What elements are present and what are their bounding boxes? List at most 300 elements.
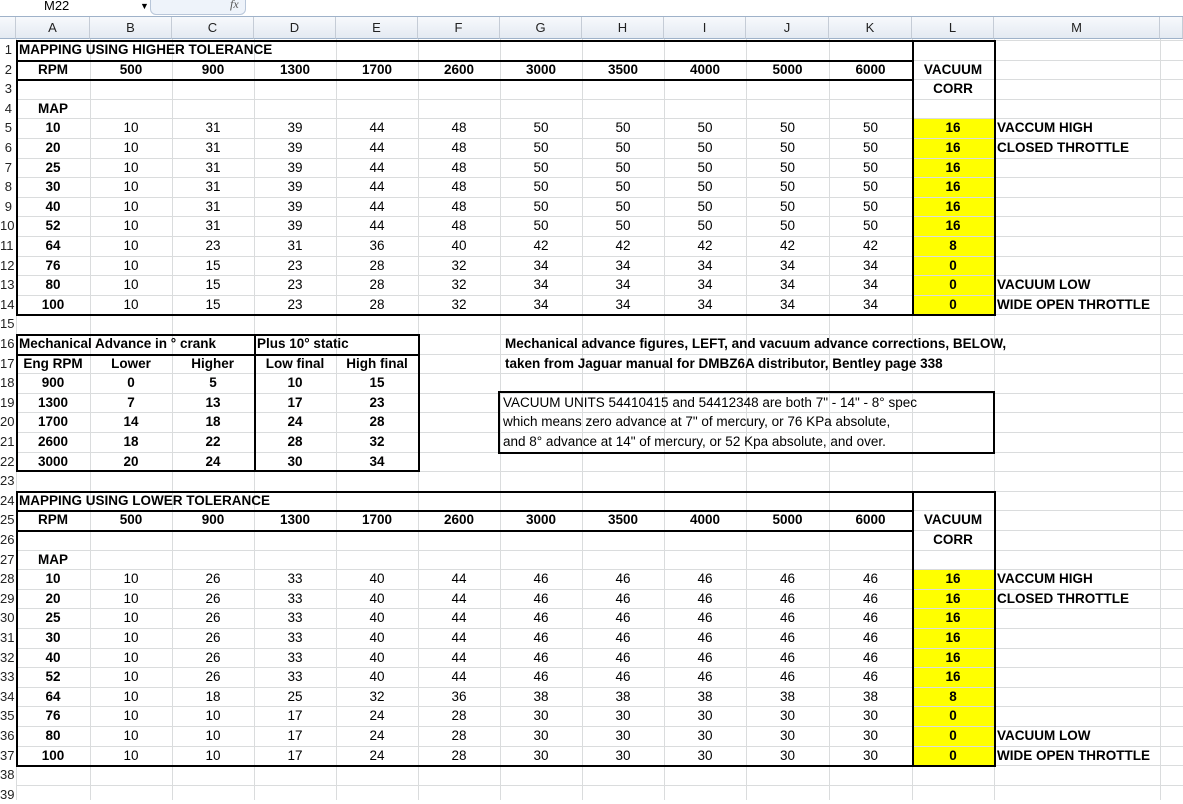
advance-value[interactable]: 40 <box>369 630 385 645</box>
advance-value[interactable]: 33 <box>287 610 303 626</box>
advance-value[interactable]: 32 <box>451 257 467 273</box>
advance-value[interactable]: 46 <box>697 590 713 606</box>
advance-value[interactable]: 38 <box>533 688 549 704</box>
corr-header[interactable]: CORR <box>933 532 973 547</box>
vacuum-corr-value[interactable]: 16 <box>945 669 961 685</box>
map-value[interactable]: 10 <box>45 120 61 136</box>
advance-value[interactable]: 34 <box>697 277 713 293</box>
advance-value[interactable]: 34 <box>533 277 549 293</box>
mech-value[interactable]: 17 <box>287 394 303 410</box>
advance-value[interactable]: 34 <box>697 296 713 312</box>
advance-value[interactable]: 46 <box>697 669 713 685</box>
advance-value[interactable]: 23 <box>287 296 303 312</box>
column-header-d[interactable]: D <box>254 17 336 39</box>
advance-value[interactable]: 24 <box>369 747 385 763</box>
advance-value[interactable]: 10 <box>205 747 221 763</box>
advance-value[interactable]: 10 <box>123 688 139 704</box>
advance-value[interactable]: 17 <box>287 747 303 763</box>
throttle-note[interactable]: WIDE OPEN THROTTLE <box>997 747 1150 763</box>
column-header-c[interactable]: C <box>172 17 254 39</box>
mech-value[interactable]: 10 <box>287 375 303 391</box>
throttle-note[interactable]: VACUUM LOW <box>997 277 1091 293</box>
rpm-header[interactable]: 900 <box>201 61 225 77</box>
advance-value[interactable]: 10 <box>123 610 139 626</box>
rpm-header[interactable]: 900 <box>201 512 225 528</box>
column-header-f[interactable]: F <box>418 17 500 39</box>
column-header-b[interactable]: B <box>90 17 172 39</box>
advance-value[interactable]: 44 <box>369 198 385 214</box>
advance-value[interactable]: 26 <box>205 590 221 606</box>
advance-value[interactable]: 30 <box>615 728 631 743</box>
row-header[interactable]: 21 <box>0 434 15 449</box>
advance-value[interactable]: 10 <box>123 708 139 724</box>
mech-value[interactable]: 7 <box>127 394 135 410</box>
advance-value[interactable]: 44 <box>451 571 467 587</box>
advance-value[interactable]: 26 <box>205 649 221 665</box>
rpm-label[interactable]: RPM <box>38 512 68 528</box>
advance-value[interactable]: 46 <box>615 669 631 685</box>
advance-value[interactable]: 48 <box>451 218 467 234</box>
row-header[interactable]: 24 <box>0 492 15 508</box>
advance-value[interactable]: 10 <box>123 649 139 665</box>
advance-value[interactable]: 50 <box>697 120 713 136</box>
row-header[interactable]: 12 <box>0 257 15 273</box>
advance-value[interactable]: 50 <box>533 179 549 195</box>
rpm-header[interactable]: 3500 <box>607 512 639 528</box>
advance-value[interactable]: 10 <box>123 159 139 175</box>
map-value[interactable]: 100 <box>41 296 65 312</box>
advance-value[interactable]: 28 <box>369 257 385 273</box>
row-header[interactable]: 26 <box>0 532 15 547</box>
advance-value[interactable]: 40 <box>369 610 385 626</box>
mech-value[interactable]: 2600 <box>37 434 69 449</box>
mech-value[interactable]: 23 <box>369 394 385 410</box>
column-header-l[interactable]: L <box>912 17 994 39</box>
row-header[interactable]: 29 <box>0 590 15 606</box>
advance-value[interactable]: 25 <box>287 688 303 704</box>
vacuum-corr-value[interactable]: 16 <box>945 630 961 645</box>
advance-value[interactable]: 46 <box>697 649 713 665</box>
mech-value[interactable]: 32 <box>369 434 385 449</box>
row-header[interactable]: 17 <box>0 355 15 371</box>
advance-value[interactable]: 28 <box>369 296 385 312</box>
vacuum-unit-note[interactable]: which means zero advance at 7" of mercury, or 76 KPa absolute, <box>503 414 891 430</box>
map-label[interactable]: MAP <box>38 100 68 116</box>
advance-value[interactable]: 33 <box>287 571 303 587</box>
advance-value[interactable]: 46 <box>697 610 713 626</box>
mech-value[interactable]: 900 <box>41 375 65 391</box>
advance-value[interactable]: 17 <box>287 708 303 724</box>
advance-value[interactable]: 31 <box>205 179 221 195</box>
table-title[interactable]: MAPPING USING LOWER TOLERANCE <box>19 492 271 508</box>
advance-value[interactable]: 15 <box>205 277 221 293</box>
advance-value[interactable]: 46 <box>615 571 631 587</box>
mech-header[interactable]: High final <box>346 355 408 371</box>
advance-value[interactable]: 50 <box>533 159 549 175</box>
rpm-header[interactable]: 1700 <box>361 512 393 528</box>
mech-value[interactable]: 0 <box>127 375 135 391</box>
row-header[interactable]: 2 <box>4 61 12 77</box>
rpm-header[interactable]: 3500 <box>607 61 639 77</box>
advance-value[interactable]: 46 <box>862 571 879 587</box>
rpm-header[interactable]: 1300 <box>279 61 311 77</box>
advance-value[interactable]: 31 <box>205 159 221 175</box>
row-header[interactable]: 5 <box>4 120 12 136</box>
advance-value[interactable]: 50 <box>862 140 879 155</box>
vacuum-header[interactable]: VACUUM <box>923 512 983 528</box>
map-value[interactable]: 80 <box>45 277 61 293</box>
vacuum-corr-value[interactable]: 16 <box>945 218 961 234</box>
row-header[interactable]: 8 <box>4 179 12 195</box>
rpm-header[interactable]: 5000 <box>772 512 803 528</box>
fx-icon[interactable]: fx <box>230 0 239 11</box>
advance-value[interactable]: 23 <box>205 238 221 253</box>
vacuum-corr-value[interactable]: 0 <box>949 257 957 273</box>
rpm-header[interactable]: 4000 <box>689 61 721 77</box>
advance-value[interactable]: 34 <box>615 277 631 293</box>
row-header[interactable]: 35 <box>0 708 15 724</box>
advance-value[interactable]: 44 <box>451 590 467 606</box>
advance-value[interactable]: 42 <box>533 238 549 253</box>
advance-value[interactable]: 44 <box>451 610 467 626</box>
advance-value[interactable]: 46 <box>533 669 549 685</box>
map-value[interactable]: 25 <box>45 159 61 175</box>
advance-value[interactable]: 50 <box>615 198 631 214</box>
row-header[interactable]: 6 <box>4 140 12 155</box>
advance-value[interactable]: 48 <box>451 159 467 175</box>
advance-value[interactable]: 50 <box>615 218 631 234</box>
advance-value[interactable]: 31 <box>205 198 221 214</box>
advance-value[interactable]: 50 <box>697 218 713 234</box>
advance-value[interactable]: 28 <box>451 708 467 724</box>
advance-value[interactable]: 10 <box>123 571 139 587</box>
row-header[interactable]: 36 <box>0 728 15 743</box>
advance-value[interactable]: 50 <box>533 120 549 136</box>
advance-value[interactable]: 46 <box>533 571 549 587</box>
rpm-header[interactable]: 3000 <box>525 512 557 528</box>
advance-value[interactable]: 34 <box>862 296 879 312</box>
vacuum-corr-value[interactable]: 16 <box>945 610 961 626</box>
row-header[interactable]: 10 <box>0 218 15 234</box>
mech-header[interactable]: Eng RPM <box>23 355 83 371</box>
advance-value[interactable]: 50 <box>779 179 796 195</box>
name-box[interactable]: M22 <box>44 0 70 13</box>
map-value[interactable]: 64 <box>45 688 61 704</box>
advance-value[interactable]: 30 <box>697 728 713 743</box>
advance-value[interactable]: 46 <box>615 590 631 606</box>
advance-value[interactable]: 39 <box>287 179 303 195</box>
throttle-note[interactable]: WIDE OPEN THROTTLE <box>997 296 1150 312</box>
column-header-k[interactable]: K <box>829 17 912 39</box>
advance-value[interactable]: 46 <box>615 610 631 626</box>
advance-value[interactable]: 28 <box>451 747 467 763</box>
vacuum-corr-value[interactable]: 0 <box>949 296 957 312</box>
row-header[interactable]: 4 <box>4 100 12 116</box>
map-label[interactable]: MAP <box>38 551 68 567</box>
row-header[interactable]: 19 <box>0 394 15 410</box>
advance-value[interactable]: 10 <box>123 238 139 253</box>
column-header-a[interactable]: A <box>16 17 90 39</box>
advance-value[interactable]: 10 <box>123 277 139 293</box>
vacuum-corr-value[interactable]: 0 <box>949 747 957 763</box>
advance-value[interactable]: 34 <box>615 296 631 312</box>
vacuum-corr-value[interactable]: 16 <box>945 179 961 195</box>
mech-value[interactable]: 22 <box>205 434 221 449</box>
column-header-m[interactable]: M <box>994 17 1160 39</box>
map-value[interactable]: 52 <box>45 669 61 685</box>
mech-value[interactable]: 3000 <box>37 453 69 469</box>
map-value[interactable]: 25 <box>45 610 61 626</box>
advance-value[interactable]: 46 <box>862 669 879 685</box>
advance-value[interactable]: 30 <box>862 728 879 743</box>
advance-value[interactable]: 31 <box>205 140 221 155</box>
advance-value[interactable]: 10 <box>123 296 139 312</box>
advance-value[interactable]: 50 <box>697 198 713 214</box>
advance-value[interactable]: 44 <box>369 218 385 234</box>
map-value[interactable]: 20 <box>45 590 61 606</box>
advance-value[interactable]: 40 <box>369 649 385 665</box>
advance-value[interactable]: 46 <box>615 630 631 645</box>
advance-value[interactable]: 10 <box>123 120 139 136</box>
advance-value[interactable]: 44 <box>369 140 385 155</box>
advance-value[interactable]: 34 <box>862 277 879 293</box>
row-header[interactable]: 1 <box>4 42 12 57</box>
advance-value[interactable]: 33 <box>287 649 303 665</box>
advance-value[interactable]: 17 <box>287 728 303 743</box>
row-header[interactable]: 16 <box>0 336 15 351</box>
advance-value[interactable]: 34 <box>779 277 796 293</box>
mech-value[interactable]: 34 <box>369 453 385 469</box>
row-header[interactable]: 33 <box>0 669 15 685</box>
vacuum-corr-value[interactable]: 8 <box>949 238 957 253</box>
advance-value[interactable]: 30 <box>779 728 796 743</box>
advance-value[interactable]: 46 <box>533 630 549 645</box>
advance-value[interactable]: 30 <box>862 708 879 724</box>
throttle-note[interactable]: VACCUM HIGH <box>997 571 1093 587</box>
advance-value[interactable]: 34 <box>533 257 549 273</box>
advance-value[interactable]: 15 <box>205 257 221 273</box>
advance-value[interactable]: 50 <box>779 159 796 175</box>
rpm-header[interactable]: 6000 <box>855 61 886 77</box>
mech-value[interactable]: 28 <box>369 414 385 430</box>
advance-value[interactable]: 46 <box>615 649 631 665</box>
advance-value[interactable]: 18 <box>205 688 221 704</box>
column-header-j[interactable]: J <box>746 17 829 39</box>
row-header[interactable]: 37 <box>0 747 15 763</box>
mech-value[interactable]: 1700 <box>37 414 69 430</box>
advance-value[interactable]: 10 <box>123 669 139 685</box>
advance-value[interactable]: 44 <box>369 159 385 175</box>
advance-value[interactable]: 42 <box>779 238 796 253</box>
advance-value[interactable]: 34 <box>615 257 631 273</box>
mech-value[interactable]: 5 <box>209 375 217 391</box>
vacuum-header[interactable]: VACUUM <box>923 61 983 77</box>
advance-value[interactable]: 46 <box>779 630 796 645</box>
advance-value[interactable]: 48 <box>451 198 467 214</box>
advance-value[interactable]: 30 <box>615 708 631 724</box>
vacuum-corr-value[interactable]: 16 <box>945 140 961 155</box>
map-value[interactable]: 80 <box>45 728 61 743</box>
advance-value[interactable]: 50 <box>862 218 879 234</box>
advance-value[interactable]: 31 <box>205 218 221 234</box>
advance-value[interactable]: 46 <box>862 610 879 626</box>
column-header-e[interactable]: E <box>336 17 418 39</box>
mech-value[interactable]: 14 <box>123 414 139 430</box>
vacuum-corr-value[interactable]: 0 <box>949 708 957 724</box>
table-title[interactable]: MAPPING USING HIGHER TOLERANCE <box>19 42 273 57</box>
advance-value[interactable]: 34 <box>697 257 713 273</box>
row-header[interactable]: 32 <box>0 649 15 665</box>
vacuum-corr-value[interactable]: 8 <box>949 688 957 704</box>
vacuum-corr-value[interactable]: 16 <box>945 120 961 136</box>
advance-value[interactable]: 50 <box>779 218 796 234</box>
advance-value[interactable]: 39 <box>287 198 303 214</box>
advance-value[interactable]: 50 <box>862 120 879 136</box>
mech-value[interactable]: 30 <box>287 453 303 469</box>
advance-value[interactable]: 34 <box>533 296 549 312</box>
row-header[interactable]: 3 <box>4 81 12 97</box>
advance-value[interactable]: 38 <box>615 688 631 704</box>
mech-value[interactable]: 13 <box>205 394 221 410</box>
rpm-header[interactable]: 500 <box>119 61 143 77</box>
map-value[interactable]: 40 <box>45 649 61 665</box>
advance-value[interactable]: 44 <box>369 120 385 136</box>
advance-value[interactable]: 50 <box>697 140 713 155</box>
advance-value[interactable]: 28 <box>369 277 385 293</box>
vacuum-corr-value[interactable]: 16 <box>945 590 961 606</box>
note-line[interactable]: Mechanical advance figures, LEFT, and vacuum advance corrections, BELOW, <box>505 336 1007 351</box>
advance-value[interactable]: 50 <box>533 198 549 214</box>
row-header[interactable]: 20 <box>0 414 15 430</box>
advance-value[interactable]: 30 <box>779 708 796 724</box>
advance-value[interactable]: 26 <box>205 610 221 626</box>
advance-value[interactable]: 10 <box>123 140 139 155</box>
advance-value[interactable]: 50 <box>615 140 631 155</box>
mech-value[interactable]: 1300 <box>37 394 69 410</box>
row-header[interactable]: 34 <box>0 688 15 704</box>
advance-value[interactable]: 50 <box>697 159 713 175</box>
advance-value[interactable]: 50 <box>697 179 713 195</box>
advance-value[interactable]: 39 <box>287 218 303 234</box>
row-header[interactable]: 39 <box>0 786 15 802</box>
advance-value[interactable]: 23 <box>287 277 303 293</box>
advance-value[interactable]: 24 <box>369 708 385 724</box>
row-header[interactable]: 31 <box>0 630 15 645</box>
advance-value[interactable]: 10 <box>123 257 139 273</box>
advance-value[interactable]: 26 <box>205 630 221 645</box>
mech-value[interactable]: 18 <box>123 434 139 449</box>
map-value[interactable]: 76 <box>45 257 61 273</box>
mech-value[interactable]: 28 <box>287 434 303 449</box>
row-header[interactable]: 27 <box>0 551 15 567</box>
advance-value[interactable]: 44 <box>451 630 467 645</box>
row-header[interactable]: 9 <box>4 198 12 214</box>
vacuum-corr-value[interactable]: 16 <box>945 159 961 175</box>
throttle-note[interactable]: VACCUM HIGH <box>997 120 1093 136</box>
advance-value[interactable]: 30 <box>862 747 879 763</box>
advance-value[interactable]: 50 <box>533 218 549 234</box>
advance-value[interactable]: 40 <box>451 238 467 253</box>
map-value[interactable]: 52 <box>45 218 61 234</box>
row-header[interactable]: 23 <box>0 473 15 489</box>
rpm-header[interactable]: 3000 <box>525 61 557 77</box>
advance-value[interactable]: 40 <box>369 571 385 587</box>
advance-value[interactable]: 32 <box>451 296 467 312</box>
row-header[interactable]: 18 <box>0 375 15 391</box>
advance-value[interactable]: 32 <box>451 277 467 293</box>
advance-value[interactable]: 46 <box>862 590 879 606</box>
vacuum-unit-note[interactable]: and 8° advance at 14" of mercury, or 52 Kpa absolute, and over. <box>503 434 886 449</box>
mech-header[interactable]: Low final <box>265 355 325 371</box>
rpm-label[interactable]: RPM <box>38 61 68 77</box>
advance-value[interactable]: 30 <box>697 708 713 724</box>
row-header[interactable]: 22 <box>0 453 15 469</box>
advance-value[interactable]: 30 <box>533 747 549 763</box>
advance-value[interactable]: 10 <box>123 630 139 645</box>
mech-header[interactable]: Lower <box>111 355 151 371</box>
advance-value[interactable]: 39 <box>287 159 303 175</box>
vacuum-corr-value[interactable]: 16 <box>945 649 961 665</box>
advance-value[interactable]: 42 <box>862 238 879 253</box>
rpm-header[interactable]: 1300 <box>279 512 311 528</box>
advance-value[interactable]: 46 <box>779 590 796 606</box>
advance-value[interactable]: 50 <box>779 120 796 136</box>
advance-value[interactable]: 10 <box>123 218 139 234</box>
throttle-note[interactable]: VACUUM LOW <box>997 728 1091 743</box>
row-header[interactable]: 25 <box>0 512 15 528</box>
map-value[interactable]: 76 <box>45 708 61 724</box>
advance-value[interactable]: 50 <box>779 198 796 214</box>
advance-value[interactable]: 46 <box>697 571 713 587</box>
advance-value[interactable]: 46 <box>533 610 549 626</box>
advance-value[interactable]: 48 <box>451 120 467 136</box>
advance-value[interactable]: 38 <box>779 688 796 704</box>
advance-value[interactable]: 34 <box>862 257 879 273</box>
advance-value[interactable]: 40 <box>369 590 385 606</box>
advance-value[interactable]: 32 <box>369 688 385 704</box>
advance-value[interactable]: 38 <box>697 688 713 704</box>
map-value[interactable]: 30 <box>45 630 61 645</box>
advance-value[interactable]: 10 <box>205 728 221 743</box>
advance-value[interactable]: 36 <box>451 688 467 704</box>
row-header[interactable]: 11 <box>0 238 14 253</box>
advance-value[interactable]: 10 <box>205 708 221 724</box>
vacuum-corr-value[interactable]: 0 <box>949 277 957 293</box>
row-header[interactable]: 28 <box>0 571 15 587</box>
advance-value[interactable]: 50 <box>862 198 879 214</box>
vacuum-corr-value[interactable]: 0 <box>949 728 957 743</box>
row-header[interactable]: 30 <box>0 610 15 626</box>
advance-value[interactable]: 10 <box>123 728 139 743</box>
static-title[interactable]: Plus 10° static <box>257 336 349 351</box>
map-value[interactable]: 100 <box>41 747 65 763</box>
rpm-header[interactable]: 2600 <box>443 61 475 77</box>
throttle-note[interactable]: CLOSED THROTTLE <box>997 140 1129 155</box>
advance-value[interactable]: 34 <box>779 257 796 273</box>
advance-value[interactable]: 50 <box>862 159 879 175</box>
mech-value[interactable]: 24 <box>287 414 303 430</box>
column-header-h[interactable]: H <box>582 17 664 39</box>
advance-value[interactable]: 46 <box>862 649 879 665</box>
mech-title[interactable]: Mechanical Advance in ° crank <box>19 336 216 351</box>
advance-value[interactable]: 46 <box>533 590 549 606</box>
mech-value[interactable]: 24 <box>205 453 221 469</box>
advance-value[interactable]: 10 <box>123 747 139 763</box>
rpm-header[interactable]: 6000 <box>855 512 886 528</box>
row-header[interactable]: 38 <box>0 767 15 783</box>
advance-value[interactable]: 24 <box>369 728 385 743</box>
row-header[interactable]: 14 <box>0 296 15 312</box>
